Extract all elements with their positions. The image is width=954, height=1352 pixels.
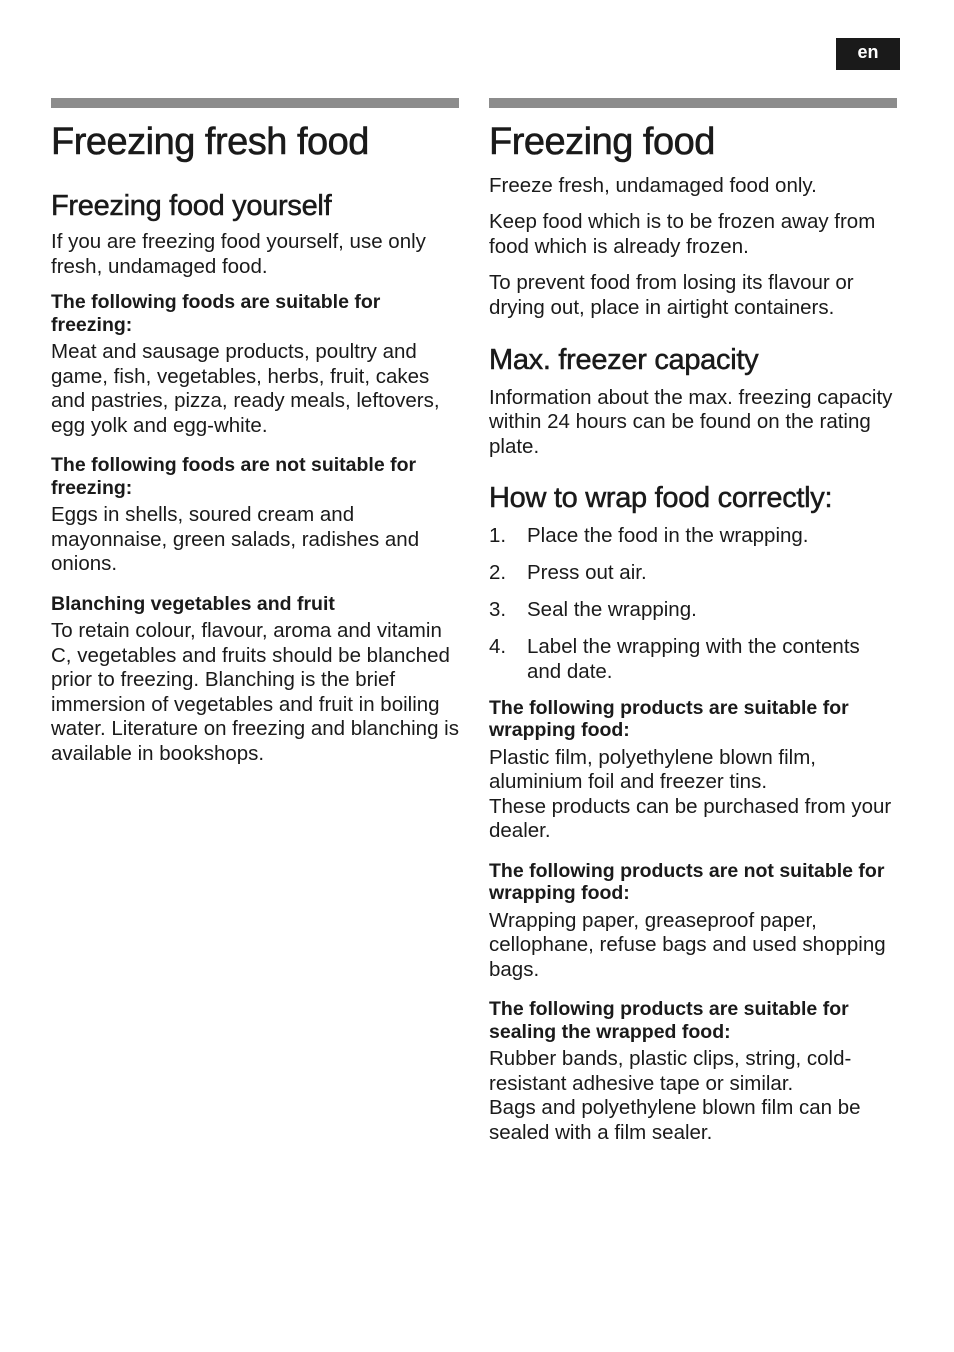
step-number: 1. — [489, 524, 507, 548]
suitable-wrapping-heading: The following products are suitable for wrapping food: — [489, 696, 849, 742]
suitable-wrapping-text: Plastic film, polyethylene blown film, aluminium foil and freezer tins. — [489, 745, 816, 794]
list-item — [489, 561, 897, 586]
intro-paragraph: If you are freezing food yourself, use only fresh, undamaged food. — [51, 230, 426, 278]
section-divider — [489, 98, 897, 108]
right-column — [489, 98, 897, 1145]
suitable-foods-text: Meat and sausage products, poultry and game, fish, vegetables, herbs, fruit, cakes and pastries, pizza, ready meals, leftovers, egg yolk and egg-white. — [51, 340, 440, 437]
list-item — [489, 635, 897, 684]
unsuitable-foods-heading: The following foods are not suitable for freezing: — [51, 454, 417, 499]
wrap-heading: How to wrap food correctly: — [489, 482, 833, 515]
step-text: Seal the wrapping. — [527, 598, 697, 622]
unsuitable-wrapping-heading: The following products are not suitable for wrapping food: — [489, 859, 885, 905]
language-badge: en — [836, 38, 900, 70]
unsuitable-foods-text: Eggs in shells, soured cream and mayonnaise, green salads, radishes and onions. — [51, 503, 420, 576]
step-number: 3. — [489, 598, 507, 622]
sealing-heading: The following products are suitable for sealing the wrapped food: — [489, 998, 849, 1043]
step-number: 4. — [489, 635, 507, 659]
blanching-text: To retain colour, flavour, aroma and vitamin C, vegetables and fruits should be blanched prior to freezing. Blanching is the brief immersion of vegetables and fruit in boiling water. Literature on freezing and blanching is available in bookshops. — [51, 619, 459, 765]
step-text: Place the food in the wrapping. — [527, 524, 809, 548]
step-text: Label the wrapping with the contents and date. — [527, 635, 860, 683]
section-title: Freezing fresh food — [51, 121, 369, 163]
unsuitable-wrapping-text: Wrapping paper, greaseproof paper, cellophane, refuse bags and used shopping bags. — [489, 908, 886, 981]
step-text: Press out air. — [527, 561, 647, 585]
sealing-text: Rubber bands, plastic clips, string, cold-resistant adhesive tape or similar. — [489, 1047, 852, 1095]
capacity-heading: Max. freezer capacity — [489, 344, 759, 377]
capacity-text: Information about the max. freezing capacity within 24 hours can be found on the rating plate. — [489, 385, 893, 458]
film-sealer-note: Bags and polyethylene blown film can be sealed with a film sealer. — [489, 1096, 861, 1144]
section-title: Freezing food — [489, 121, 715, 163]
list-item — [489, 524, 897, 549]
paragraph: Freeze fresh, undamaged food only. — [489, 173, 817, 197]
section-divider — [51, 98, 459, 108]
paragraph: To prevent food from losing its flavour or drying out, place in airtight containers. — [489, 271, 854, 319]
wrap-steps-list — [489, 524, 897, 684]
suitable-foods-heading: The following foods are suitable for freezing: — [51, 291, 381, 336]
blanching-heading: Blanching vegetables and fruit — [51, 592, 335, 615]
step-number: 2. — [489, 561, 507, 585]
subsection-title: Freezing food yourself — [51, 189, 332, 222]
list-item — [489, 598, 897, 623]
left-column — [51, 98, 459, 766]
purchase-note: These products can be purchased from your dealer. — [489, 794, 892, 843]
paragraph: Keep food which is to be frozen away from food which is already frozen. — [489, 210, 876, 258]
